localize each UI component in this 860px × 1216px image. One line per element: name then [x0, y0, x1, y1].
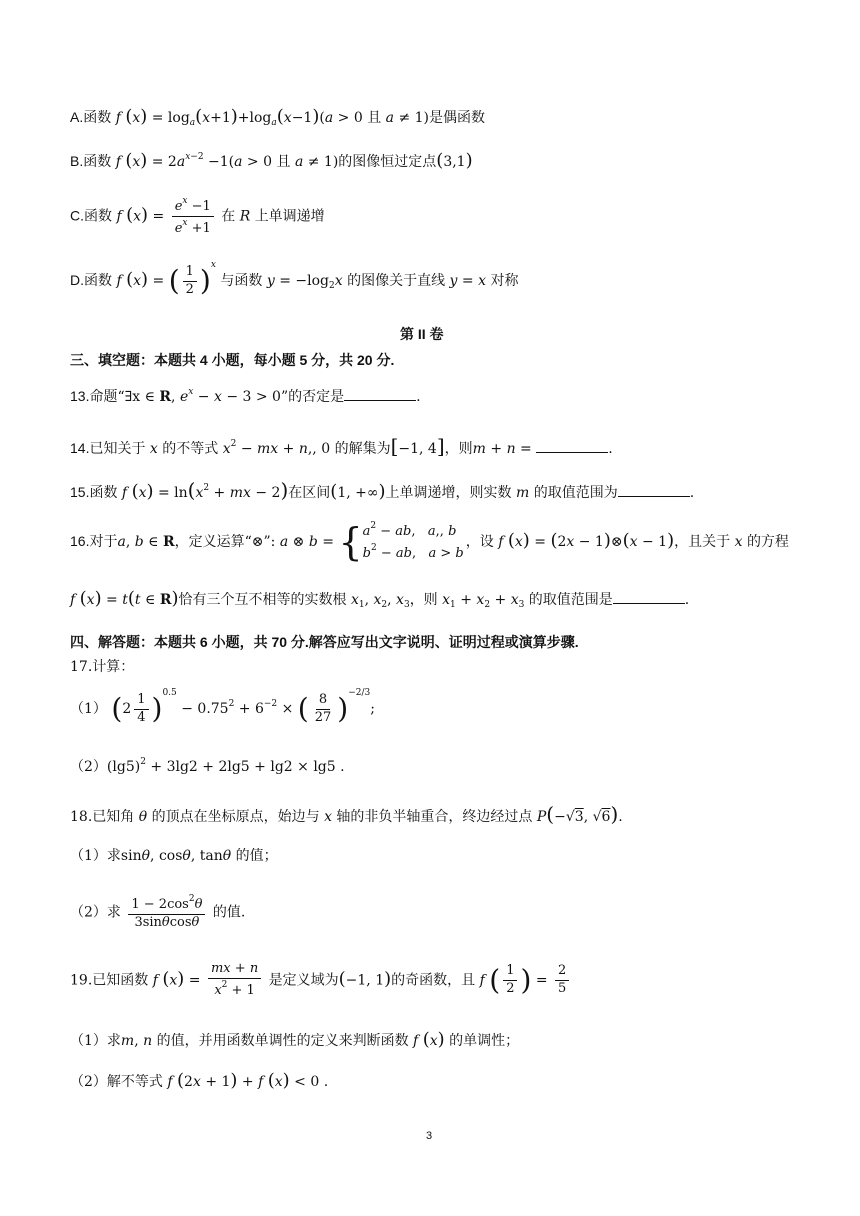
q15-num: 15.: [70, 484, 90, 500]
q14-mid3: ，则: [444, 441, 473, 457]
q19-mid: 是定义域为: [268, 972, 339, 989]
q18-p2end: 的值.: [212, 904, 246, 921]
q16-end: .: [684, 592, 690, 608]
q14-mid: 的不等式: [162, 441, 219, 457]
q19-part1: （1）求m, n 的值，并用函数单调性的定义来判断函数 f (x) 的单调性；: [70, 1029, 520, 1050]
fill-heading: 三、填空题：本题共 4 小题，每小题 5 分，共 20 分.: [70, 352, 395, 368]
option-b: B.函数 f $(x) = 2a^{x-2} -1(a > 0$ 且 a ≠ 1)的图像恒过定点(3,1): [70, 150, 473, 171]
q15-mid2: 上单调递增，则实数: [385, 485, 512, 501]
q18-part1: （1）求sinθ, cosθ, tanθ 的值；: [70, 848, 278, 864]
q16-line2a: 恰有三个互不相等的实数根: [178, 592, 347, 608]
q16-mid: ，定义运算“⊗”: [174, 533, 271, 550]
option-b-text: 函数: [83, 154, 112, 170]
option-d-text: 函数: [84, 273, 112, 289]
q19-p1-label: （1）求: [70, 1033, 121, 1049]
question-16-line2: f (x) = t(t ∈ R)恰有三个互不相等的实数根 $x_1$, $x_2$, $x_3$，则 $x_1 + x_2 + x_3$ 的取值范围是 .: [70, 588, 690, 610]
option-b-cond: 且: [276, 154, 291, 170]
q18-mid2: 轴的非负半轴重合，终边经过点: [336, 809, 533, 825]
option-c-text: 函数: [84, 208, 112, 225]
q13-num: 13.: [70, 388, 90, 404]
q17-p1-label: （1）: [70, 701, 107, 717]
q16-mid3: ，且关于: [674, 533, 731, 550]
q17-title: 17.计算：: [70, 659, 135, 675]
q17-p2-label: （2）: [70, 759, 107, 775]
q13-end: .: [416, 389, 421, 405]
q13-post: ”的否定是: [280, 389, 345, 405]
q14-num: 14.: [70, 440, 90, 456]
page-number: 3: [426, 1130, 433, 1142]
option-d: D.函数 f (x) = ( $\frac{1}{2}$ )$^x$ 与函数 $y = -\log_2x$ 的图像关于直线 y = x 对称: [70, 260, 519, 297]
q16-num: 16.: [70, 532, 90, 549]
answer-heading: 四、解答题：本题共 6 小题，共 70 分.解答应写出文字说明、证明过程或演算步骤.: [70, 634, 579, 650]
q19-p2-label: （2）解不等式: [70, 1074, 163, 1090]
q18-p2-label: （2）求: [70, 904, 121, 921]
option-a-label: A.: [70, 109, 84, 125]
q13-blank: [344, 388, 416, 401]
q16-line2b: ，则: [409, 592, 438, 608]
q17-part1: （1） (2 $\frac{1}{4}$ )$^{0.5} - 0.75^2 + 6^{-2}$ × ( $\frac{8}{27}$ )$^{-2/3}$;: [70, 688, 375, 725]
section-title: 第 II 卷: [400, 326, 444, 342]
option-a: A.函数 f $(x) = \log_a(x+1)+\log_a(x-1)(a > 0$ 且 a ≠ 1)是偶函数: [70, 106, 486, 128]
option-b-label: B.: [70, 153, 84, 169]
question-18: 18.已知角 θ 的顶点在坐标原点，始边与 x 轴的非负半轴重合，终边经过点 P(−√3, √6).: [70, 802, 623, 826]
option-a-text2: 是偶函数: [429, 110, 486, 126]
q18-part2: （2）求 $\frac{1 - 2\cos^2\theta}{3\sin\theta\cos\theta}$ 的值.: [70, 894, 246, 930]
option-d-text4: 对称: [490, 273, 519, 289]
q19-mid2: 的奇函数，且: [391, 972, 476, 989]
option-c-text2: 上单调递增: [254, 208, 325, 225]
question-19: 19.已知函数 f (x) = $\frac{mx + n}{x^2 + 1}$ 是定义域为(−1, 1)的奇函数，且 f ( $\frac{1}{2}$ ) = $\frac{2}{5}$: [70, 962, 572, 999]
option-c-label: C.: [70, 207, 84, 224]
q15-end: .: [689, 485, 695, 501]
q15-mid3: 的取值范围为: [533, 485, 618, 501]
option-c-prep: 在: [221, 208, 236, 225]
q19-p1end: 的单调性；: [449, 1033, 520, 1049]
option-a-cond: 且: [367, 110, 382, 126]
q16-blank: [613, 591, 685, 604]
option-d-text2: 与函数: [220, 273, 263, 289]
q16-mid4: 的方程: [746, 533, 789, 550]
question-16: 16.对于a, b ∈ R，定义运算“⊗”: a ⊗ b = { $a^2$ − ab, a,, b $b^2$ − ab, a > b ，设 f (x) = (2x − 1)⊗(x − 1)，且关于 x 的方程: [70, 519, 789, 564]
q16-mid2: ，设: [465, 533, 494, 550]
q18-mid: 的顶点在坐标原点，始边与: [151, 809, 320, 825]
q14-blank: [536, 440, 608, 453]
option-d-label: D.: [70, 272, 84, 288]
question-14: 14.已知关于 x 的不等式 $x^2$ − mx + n,, 0 的解集为[−1, 4]，则m + n = .: [70, 434, 613, 458]
question-15: 15.函数 f $(x) = \ln(x^2$ + mx − 2)在区间(1, +∞)上单调递增，则实数 m 的取值范围为 .: [70, 478, 695, 502]
option-d-text3: 的图像关于直线: [347, 273, 446, 289]
q18-pre: 18.已知角: [70, 809, 135, 825]
question-13: 13.命题“∃x ∈ R, $e^x - x - 3 > 0$”的否定是 .: [70, 387, 421, 405]
option-b-text2: 的图像恒过定点: [338, 154, 437, 170]
q15-pre: 函数: [89, 485, 118, 501]
q18-p1end: 的值；: [235, 848, 278, 864]
q19-pre: 19.已知函数: [70, 972, 149, 989]
q18-p1-label: （1）求: [70, 848, 121, 864]
q13-pre: 命题“: [89, 389, 125, 405]
q19-p1mid: 的值，并用函数单调性的定义来判断函数: [156, 1033, 409, 1049]
q14-mid2: 的解集为: [334, 441, 391, 457]
option-c: C.函数 f (x) = $\frac{e^x -1}{e^x +1}$ 在 R 上单调递增: [70, 196, 325, 236]
q15-blank: [618, 484, 690, 497]
q16-line2c: 的取值范围是: [528, 592, 613, 608]
q19-part2: （2）解不等式 f (2x + 1) + f (x) < 0 .: [70, 1070, 329, 1091]
option-a-text: 函数: [83, 110, 112, 126]
q17-part2: $(2)(\lg 5)^2 + 3\lg 2 + 2\lg 5 + \lg 2 \times \lg 5$ .: [70, 757, 345, 775]
q14-pre: 已知关于: [89, 441, 146, 457]
q15-mid: 在区间: [288, 485, 331, 501]
q16-pre: 对于: [89, 533, 118, 550]
q14-end: .: [608, 441, 613, 457]
